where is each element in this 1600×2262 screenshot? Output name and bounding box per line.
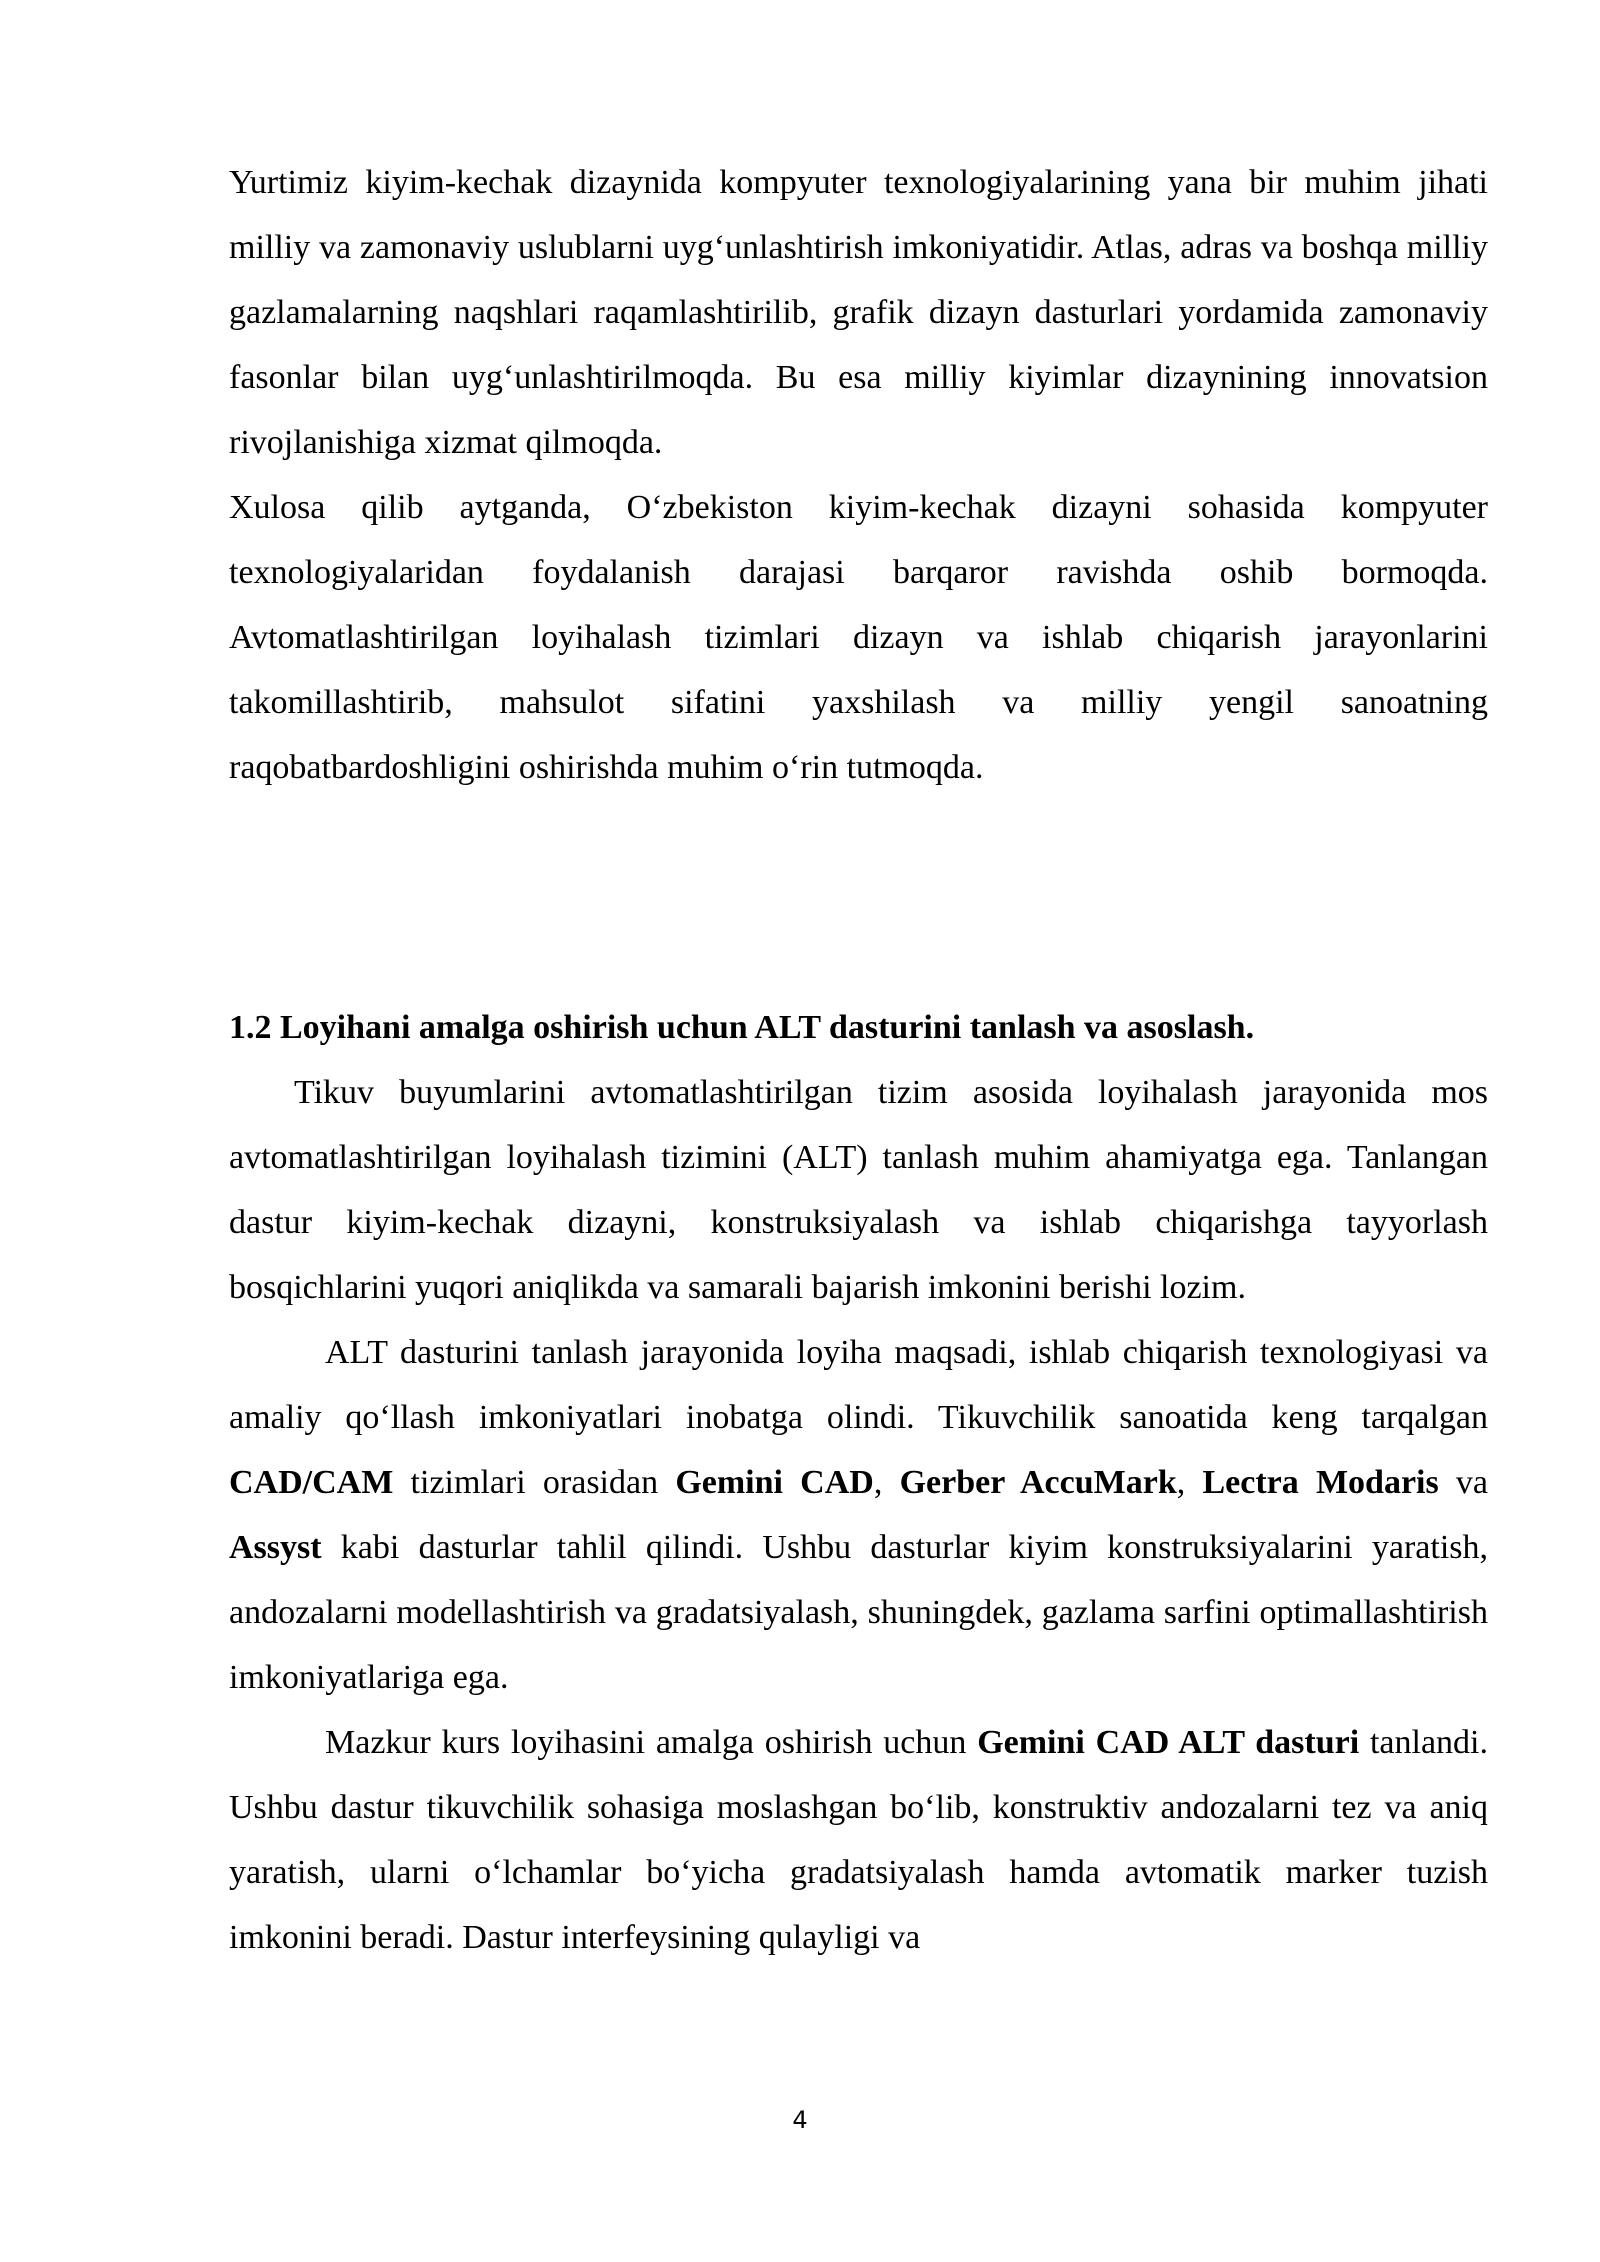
bold-term-cad-cam: CAD/CAM	[229, 1464, 394, 1501]
bold-term-gemini-cad-alt: Gemini CAD ALT dasturi	[977, 1724, 1360, 1761]
text-run: Mazkur kurs loyihasini amalga oshirish uchun	[325, 1724, 978, 1761]
text-run: ALT dasturini tanlash jarayonida loyiha maqsadi, ishlab chiqarish texnologiyasi va amaliy qo‘llash imkoniyatlari inobatga olindi. Tikuvchilik sanoatida keng tarqalgan	[229, 1334, 1488, 1436]
text-run: va	[1438, 1464, 1489, 1501]
paragraph-cad-systems	[229, 1320, 1488, 1710]
paragraph-conclusion: Xulosa qilib aytganda, O‘zbekiston kiyim-kechak dizayni sohasida kompyuter texnologiyalaridan foydalanish darajasi barqaror ravishda oshib bormoqda. Avtomatlashtirilgan loyihalash tizimlari dizayn va ishlab chiqarish jarayonlarini takomillashtirib, mahsulot sifatini yaxshilash va milliy yengil sanoatning raqobatbardoshligini oshirishda muhim o‘rin tutmoqda.	[229, 489, 1488, 786]
bold-term-lectra-modaris: Lectra Modaris	[1202, 1464, 1439, 1501]
section-heading: 1.2 Loyihani amalga oshirish uchun ALT dasturini tanlash va asoslash.	[229, 1009, 1255, 1046]
page-number: 4	[792, 2106, 808, 2134]
text-run: tanlandi. Ushbu dastur tikuvchilik sohasiga moslashgan bo‘lib, konstruktiv andozalarni tez va aniq yaratish, ularni o‘lchamlar bo‘yicha gradatsiyalash hamda avtomatik marker tuzish imkonini beradi. Dastur interfeysining qulayligi va	[229, 1724, 1488, 1956]
paragraph-alt-selection: Tikuv buyumlarini avtomatlashtirilgan tizim asosida loyihalash jarayonida mos avtomatlashtirilgan loyihalash tizimini (ALT) tanlash muhim ahamiyatga ega. Tanlangan dastur kiyim-kechak dizayni, konstruksiyalash va ishlab chiqarishga tayyorlash bosqichlarini yuqori aniqlikda va samarali bajarish imkonini berishi lozim.	[229, 1074, 1488, 1306]
text-run: ,	[1176, 1464, 1203, 1501]
page-content	[229, 150, 1488, 1970]
paragraph-national-styles: Yurtimiz kiyim-kechak dizaynida kompyuter texnologiyalarining yana bir muhim jihati milliy va zamonaviy uslublarni uyg‘unlashtirish imkoniyatidir. Atlas, adras va boshqa milliy gazlamalarning naqshlari raqamlashtirilib, grafik dizayn dasturlari yordamida zamonaviy fasonlar bilan uyg‘unlashtirilmoqda. Bu esa milliy kiyimlar dizaynining innovatsion rivojlanishiga xizmat qilmoqda.	[229, 164, 1488, 461]
paragraph-gemini-choice	[229, 1710, 1488, 1970]
bold-term-gemini-cad: Gemini CAD	[675, 1464, 874, 1501]
text-run: tizimlari orasidan	[393, 1464, 676, 1501]
bold-term-assyst: Assyst	[229, 1529, 322, 1566]
text-run: ,	[873, 1464, 900, 1501]
text-run: kabi dasturlar tahlil qilindi. Ushbu dasturlar kiyim konstruksiyalarini yaratish, andozalarni modellashtirish va gradatsiyalash, shuningdek, gazlama sarfini optimallashtirish imkoniyatlariga ega.	[229, 1529, 1488, 1696]
bold-term-gerber-accumark: Gerber AccuMark	[899, 1464, 1177, 1501]
